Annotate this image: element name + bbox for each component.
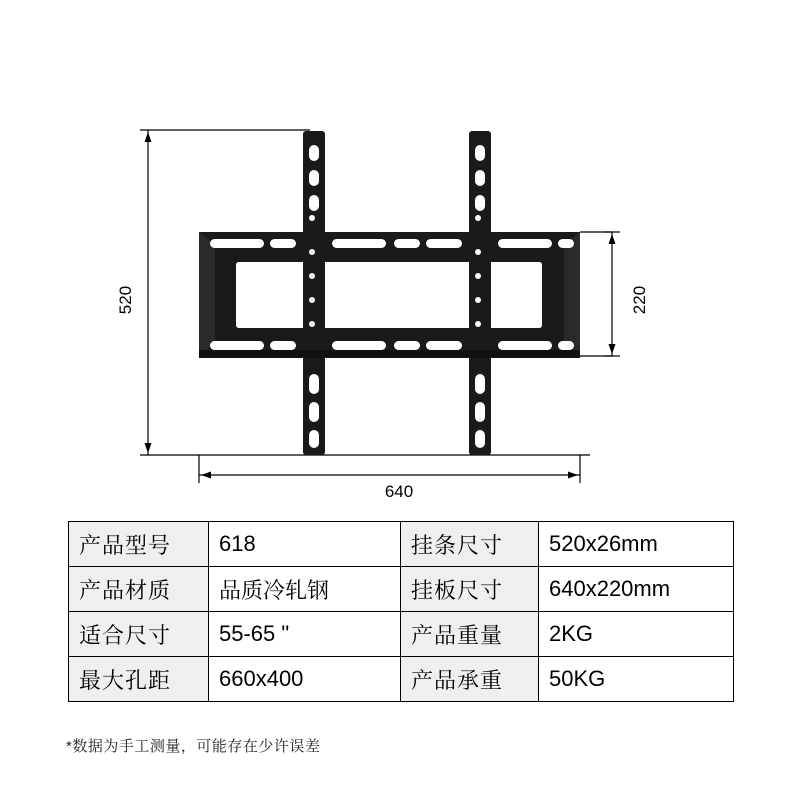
dim-arrow-520-top bbox=[145, 132, 152, 142]
spec-key: 挂板尺寸 bbox=[401, 567, 539, 612]
dim-label-220: 220 bbox=[630, 285, 649, 315]
dim-arrow-640-left bbox=[201, 472, 211, 479]
dim-arrow-640-right bbox=[568, 472, 578, 479]
spec-table bbox=[68, 521, 734, 702]
spec-value: 50KG bbox=[539, 657, 734, 702]
table-row bbox=[69, 657, 734, 702]
table-row bbox=[69, 612, 734, 657]
spec-value: 660x400 bbox=[209, 657, 401, 702]
spec-key: 产品重量 bbox=[401, 612, 539, 657]
spec-value: 520x26mm bbox=[539, 522, 734, 567]
dim-arrow-520-bottom bbox=[145, 443, 152, 453]
spec-key: 挂条尺寸 bbox=[401, 522, 539, 567]
spec-key: 适合尺寸 bbox=[69, 612, 209, 657]
spec-key: 产品材质 bbox=[69, 567, 209, 612]
footnote: *数据为手工测量，可能存在少许误差 bbox=[66, 738, 321, 755]
tv-wall-mount-bracket bbox=[199, 131, 580, 455]
plate-cutout bbox=[236, 262, 542, 328]
dim-label-520: 520 bbox=[116, 285, 135, 315]
dim-label-640: 640 bbox=[384, 482, 414, 501]
spec-key: 最大孔距 bbox=[69, 657, 209, 702]
spec-value: 55-65 " bbox=[209, 612, 401, 657]
spec-value: 2KG bbox=[539, 612, 734, 657]
dim-arrow-220-top bbox=[609, 234, 616, 244]
spec-key: 产品型号 bbox=[69, 522, 209, 567]
spec-key: 产品承重 bbox=[401, 657, 539, 702]
table-row bbox=[69, 522, 734, 567]
dim-arrow-220-bottom bbox=[609, 344, 616, 354]
spec-value: 618 bbox=[209, 522, 401, 567]
spec-value: 640x220mm bbox=[539, 567, 734, 612]
spec-value: 品质冷轧钢 bbox=[209, 567, 401, 612]
table-row bbox=[69, 567, 734, 612]
